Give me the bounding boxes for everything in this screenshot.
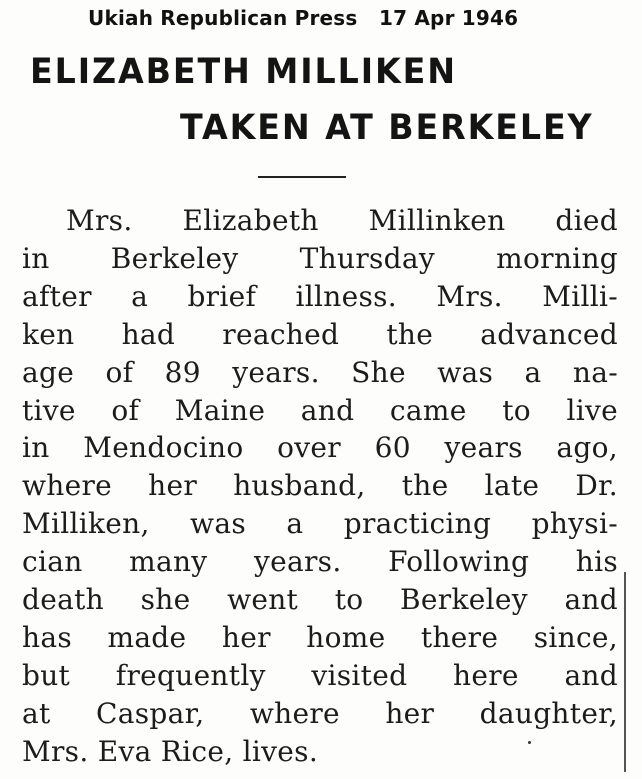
print-speck [528, 741, 531, 744]
body-line: at Caspar, where her daughter, [22, 696, 618, 730]
body-line: Mrs. Elizabeth Millinken died [66, 204, 618, 237]
body-line: ken had reached the advanced [22, 317, 618, 351]
column-border [624, 572, 626, 772]
body-line: where her husband, the late Dr. [22, 469, 618, 503]
headline-divider [258, 176, 346, 178]
body-line: tive of Maine and came to live [22, 393, 618, 427]
body-line: Milliken, was a practicing physi- [22, 507, 618, 541]
headline-line-2: TAKEN AT BERKELEY [180, 108, 594, 148]
body-line: in Mendocino over 60 years ago, [22, 431, 618, 465]
body-line: in Berkeley Thursday morning [22, 241, 618, 275]
body-line: age of 89 years. She was a na- [22, 355, 618, 389]
source-and-date: Ukiah Republican Press 17 Apr 1946 [88, 6, 519, 30]
body-line: cian many years. Following his [22, 545, 618, 579]
body-line: Mrs. Eva Rice, lives. [22, 734, 319, 768]
body-line: has made her home there since, [22, 620, 618, 654]
body-line: death she went to Berkeley and [22, 583, 618, 616]
body-line: after a brief illness. Mrs. Milli- [22, 279, 618, 313]
body-line: but frequently visited here and [22, 658, 618, 692]
headline-line-1: ELIZABETH MILLIKEN [30, 52, 457, 92]
